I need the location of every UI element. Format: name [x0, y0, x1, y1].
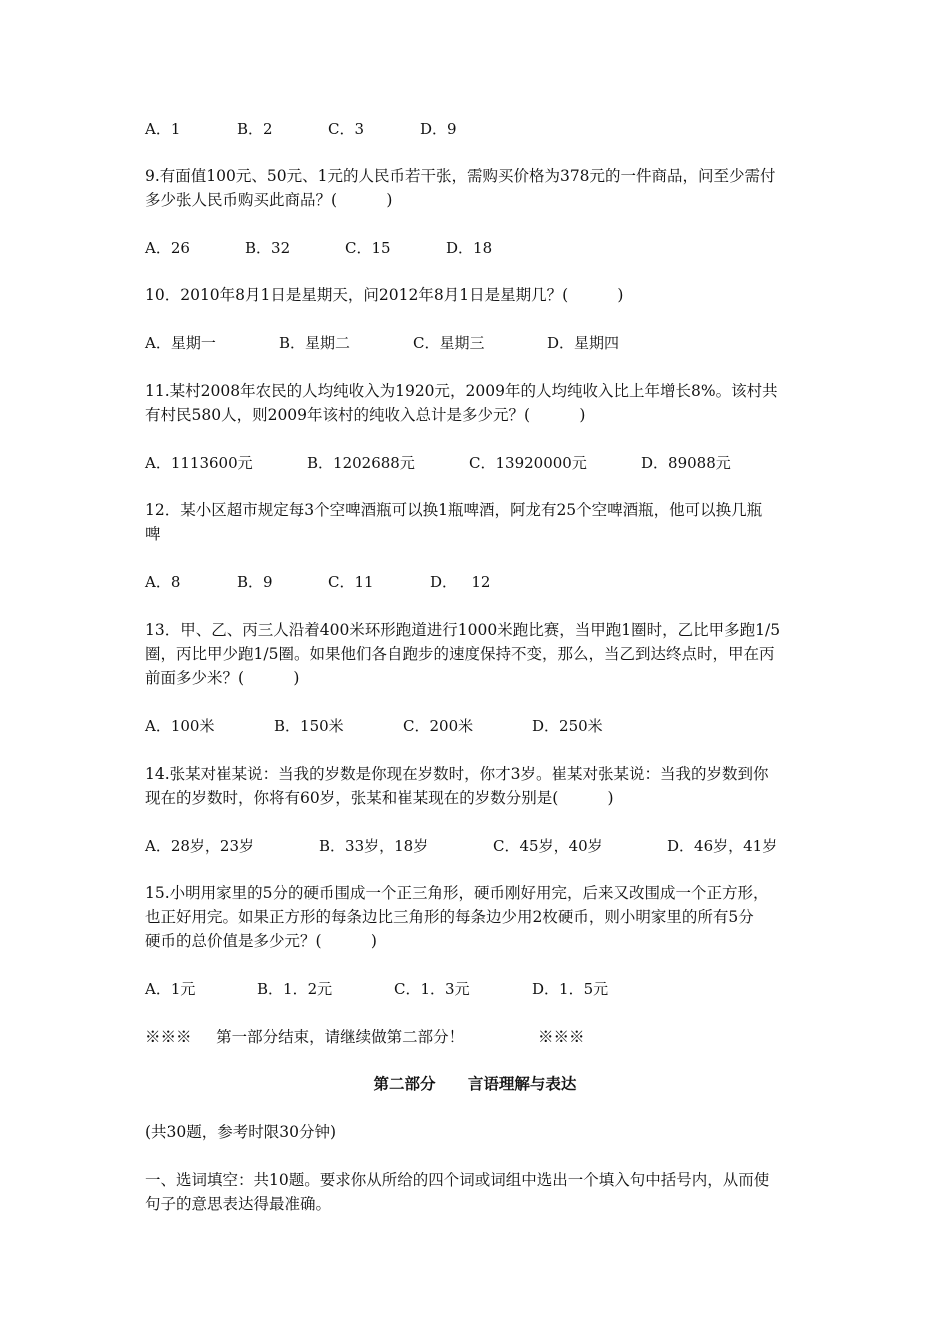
q9-option-c: C．15	[345, 239, 391, 257]
q14-option-d: D．46岁，41岁	[667, 837, 778, 855]
q15-text-line3: 硬币的总价值是多少元？( )	[145, 932, 377, 950]
q13-text-line3: 前面多少米？( )	[145, 669, 300, 687]
q11-option-c: C．13920000元	[469, 454, 587, 472]
q9-option-d: D．18	[446, 239, 493, 257]
part2-note: (共30题，参考时限30分钟)	[145, 1123, 337, 1141]
q14-text-line1: 14.张某对崔某说：当我的岁数是你现在岁数时，你才3岁。崔某对张某说：当我的岁数到你	[145, 765, 769, 783]
q12-option-c: C．11	[328, 573, 374, 591]
q8-option-d: D．9	[420, 120, 457, 138]
q14-text-line2: 现在的岁数时，你将有60岁，张某和崔某现在的岁数分别是( )	[145, 789, 614, 807]
q11-text-line2: 有村民580人，则2009年该村的纯收入总计是多少元？( )	[145, 406, 586, 424]
q13-option-a: A．100米	[145, 717, 215, 735]
q12-text-line2: 啤	[145, 525, 161, 543]
q9-option-b: B．32	[245, 239, 291, 257]
q10-text-line1: 10．2010年8月1日是星期天，问2012年8月1日是星期几？( )	[145, 286, 624, 304]
q15-option-a: A．1元	[145, 980, 196, 998]
q13-option-c: C．200米	[403, 717, 474, 735]
q8-option-a: A．1	[145, 120, 181, 138]
q15-text-line2: 也正好用完。如果正方形的每条边比三角形的每条边少用2枚硬币，则小明家里的所有5分	[145, 908, 754, 926]
q12-option-d: D． 12	[430, 573, 491, 591]
q9-option-a: A．26	[145, 239, 190, 257]
q14-option-a: A．28岁，23岁	[145, 837, 255, 855]
q10-option-d: D．星期四	[547, 334, 620, 352]
q11-option-a: A．1113600元	[145, 454, 253, 472]
q11-text-line1: 11.某村2008年农民的人均纯收入为1920元，2009年的人均纯收入比上年增长8%。该村共	[145, 382, 778, 400]
q11-option-b: B．1202688元	[307, 454, 415, 472]
part1-end-notice: ※※※ 第一部分结束，请继续做第二部分！ ※※※	[145, 1028, 585, 1046]
q13-text-line1: 13．甲、乙、丙三人沿着400米环形跑道进行1000米跑比赛，当甲跑1圈时，乙比甲多跑1/5	[145, 621, 781, 639]
part2-title: 第二部分 言语理解与表达	[373, 1074, 577, 1093]
q15-option-d: D．1．5元	[532, 980, 609, 998]
section1-instruction-line1: 一、选词填空：共10题。要求你从所给的四个词或词组中选出一个填入句中括号内，从而使	[145, 1171, 770, 1189]
q15-option-c: C．1．3元	[394, 980, 470, 998]
q12-option-a: A．8	[145, 573, 181, 591]
q10-option-b: B．星期二	[279, 334, 351, 352]
q9-text-line2: 多少张人民币购买此商品？( )	[145, 191, 393, 209]
q14-option-b: B．33岁，18岁	[319, 837, 429, 855]
section1-instruction-line2: 句子的意思表达得最准确。	[145, 1195, 332, 1213]
q15-option-b: B．1．2元	[257, 980, 333, 998]
q8-option-c: C．3	[328, 120, 365, 138]
q10-option-c: C．星期三	[413, 334, 485, 352]
q14-option-c: C．45岁，40岁	[493, 837, 603, 855]
q15-text-line1: 15.小明用家里的5分的硬币围成一个正三角形，硬币刚好用完，后来又改围成一个正方形，	[145, 884, 769, 902]
q13-text-line2: 圈，丙比甲少跑1/5圈。如果他们各自跑步的速度保持不变，那么，当乙到达终点时，甲在丙	[145, 645, 775, 663]
q12-option-b: B．9	[237, 573, 273, 591]
q12-text-line1: 12．某小区超市规定每3个空啤酒瓶可以换1瓶啤酒，阿龙有25个空啤酒瓶，他可以换几瓶	[145, 501, 763, 519]
q9-text-line1: 9.有面值100元、50元、1元的人民币若干张，需购买价格为378元的一件商品，问至少需付	[145, 167, 776, 185]
q10-option-a: A．星期一	[145, 334, 216, 352]
q13-option-b: B．150米	[274, 717, 344, 735]
q8-option-b: B．2	[237, 120, 273, 138]
q11-option-d: D．89088元	[641, 454, 731, 472]
q13-option-d: D．250米	[532, 717, 603, 735]
